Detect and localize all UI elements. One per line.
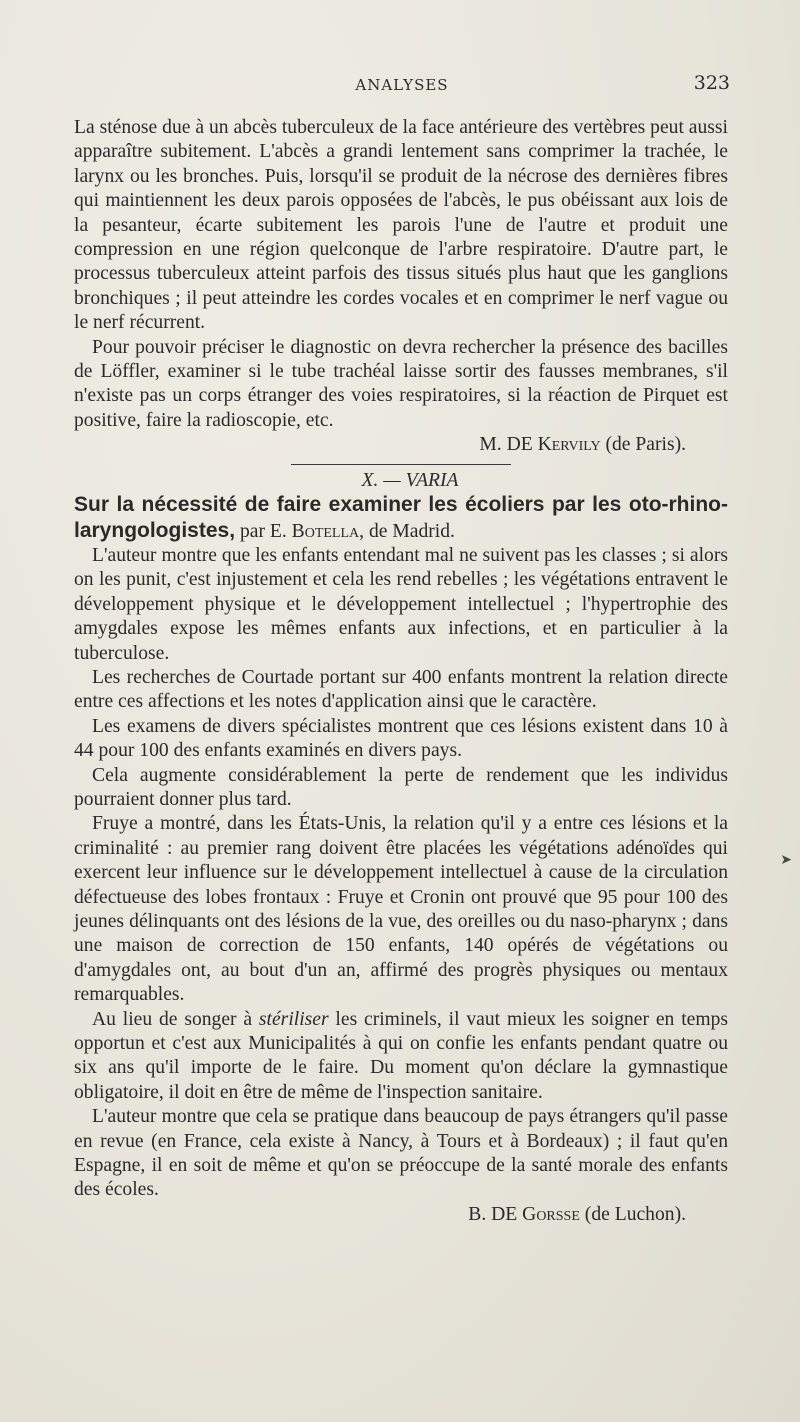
- margin-arrow-icon: ➤: [780, 852, 792, 868]
- running-title: ANALYSES: [355, 76, 449, 94]
- section-divider: [291, 464, 511, 465]
- page-header: [74, 72, 730, 100]
- paragraph: Les examens de divers spécialistes montrent que ces lésions existent dans 10 à 44 pour 100 des enfants examinés en divers pays.: [74, 715, 728, 762]
- paragraph: L'auteur montre que cela se pratique dans beaucoup de pays étrangers qu'il passe en revue (en France, cela existe à Nancy, à Tours et à Bordeaux) ; il faut qu'en Espagne, il en soit de même et qu'on se préoccupe de la santé morale des enfants des écoles.: [74, 1106, 728, 1201]
- paragraph: La sténose due à un abcès tuberculeux de la face antérieure des vertèbres peut aussi apparaître subitement. L'abcès a grandi lentement sans comprimer la trachée, le larynx ou les bronches. Puis, lorsqu'il se produit de la nécrose des dernières fibres qui maintiennent les deux parois opposées de l'abcès, le pus obéissant aux lois de la pesanteur, écarte subitement les parois l'une de l'autre et produit une compression en une région quelconque de l'arbre respiratoire. D'autre part, le processus tuberculeux atteint parfois des tissus situés plus haut que les ganglions bronchiques ; il peut atteindre les cordes vocales et en comprimer le nerf vague ou le nerf récurrent.: [74, 117, 728, 334]
- page-number: 323: [693, 72, 730, 94]
- author-signature: B. DE Gorsse (de Luchon).: [468, 1203, 686, 1225]
- paragraph: Les recherches de Courtade portant sur 400 enfants montrent la relation directe entre ces affections et les notes d'application ainsi que le caractère.: [74, 666, 728, 713]
- article-body: [74, 116, 728, 1227]
- paragraph: Au lieu de songer à stériliser les criminels, il vaut mieux les soigner en temps opportun et c'est aux Municipalités à qui on confie les enfants pendant quatre ou six ans qu'il importe de le faire. Du moment qu'on déclare la gymnastique obligatoire, il doit en être de même de l'inspection sanitaire.: [74, 1008, 728, 1103]
- paragraph: L'auteur montre que les enfants entendant mal ne suivent pas les classes ; si alors on les punit, c'est injustement et cela les rend rebelles ; les végétations entravent le développement physique et le développement intellectuel ; l'hypertrophie des amygdales expose les mêmes enfants aux infections, et en particulier à la tuberculose.: [74, 544, 728, 664]
- author-signature: M. DE Kervily (de Paris).: [479, 434, 686, 456]
- paragraph: Fruye a montré, dans les États-Unis, la relation qu'il y a entre ces lésions et la criminalité : au premier rang doivent être placées les végétations adénoïdes qui exercent leur influence sur le développement intellectuel à cause de la circulation défectueuse des lobes frontaux : Fruye et Cronin ont prouvé que 95 pour 100 des jeunes délinquants ont des lésions de la vue, des oreilles ou du naso-pharynx ; dans une maison de correction de 150 enfants, 140 opérés de végétations ou d'amygdales ont, au bout d'un an, affirmé des progrès physiques ou mentaux remarquables.: [74, 813, 728, 1006]
- article-title: Sur la nécessité de faire examiner les écoliers par les oto-rhino-laryngologistes, par E. Botella, de Madrid.: [74, 493, 728, 542]
- paragraph: Cela augmente considérablement la perte de rendement que les individus pourraient donner plus tard.: [74, 764, 728, 810]
- section-heading: X. — VARIA: [361, 469, 459, 491]
- paragraph: Pour pouvoir préciser le diagnostic on devra rechercher la présence des bacilles de Löffler, examiner si le tube trachéal laisse sortir des fausses membranes, s'il n'existe pas un corps étranger des voies respiratoires, si la réaction de Pirquet est positive, faire la radioscopie, etc.: [74, 336, 728, 431]
